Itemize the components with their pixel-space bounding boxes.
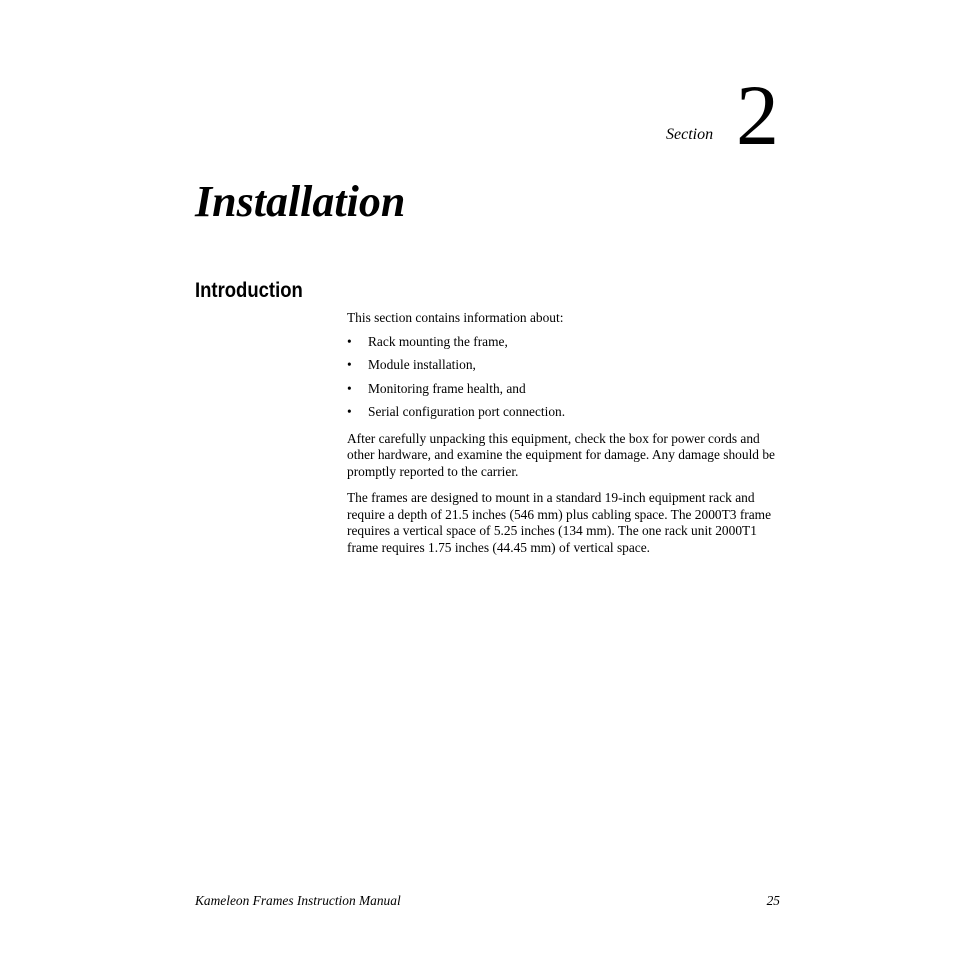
list-item [347, 334, 787, 351]
paragraph-unpacking: After carefully unpacking this equipment, check the box for power cords and other hardware, and examine the equipment for damage. Any damage should be promptly reported to the carrier. [347, 430, 775, 479]
footer-page-number: 25 [766, 893, 780, 908]
list-item [347, 357, 787, 374]
bullet-glyph: • [347, 333, 352, 349]
footer-manual-title: Kameleon Frames Instruction Manual [195, 893, 401, 908]
section-number: 2 [736, 67, 779, 163]
section-heading: Introduction [195, 279, 303, 302]
section-label: Section [666, 126, 714, 143]
list-item-text: Rack mounting the frame, [368, 333, 508, 349]
body-text [347, 310, 787, 556]
list-item [347, 381, 787, 398]
bullet-glyph: • [347, 404, 352, 419]
list-item-text: Module installation, [368, 357, 476, 372]
bullet-glyph: • [347, 380, 352, 396]
bullet-glyph: • [347, 357, 352, 372]
chapter-title: Installation [195, 177, 406, 226]
list-item-text: Monitoring frame health, and [368, 380, 526, 396]
list-item-text: Serial configuration port connection. [368, 404, 566, 419]
intro-text: This section contains information about: [347, 310, 564, 325]
list-item [347, 404, 787, 421]
topic-list [347, 334, 787, 421]
paragraph-rack-space: The frames are designed to mount in a standard 19-inch equipment rack and require a depth of 21.5 inches (546 mm) plus cabling space. The 2000T3 frame requires a vertical space of 5.25 inches (134 mm). The one rack unit 2000T1 frame requires 1.75 inches (44.45 mm) of vertical space. [347, 490, 772, 555]
